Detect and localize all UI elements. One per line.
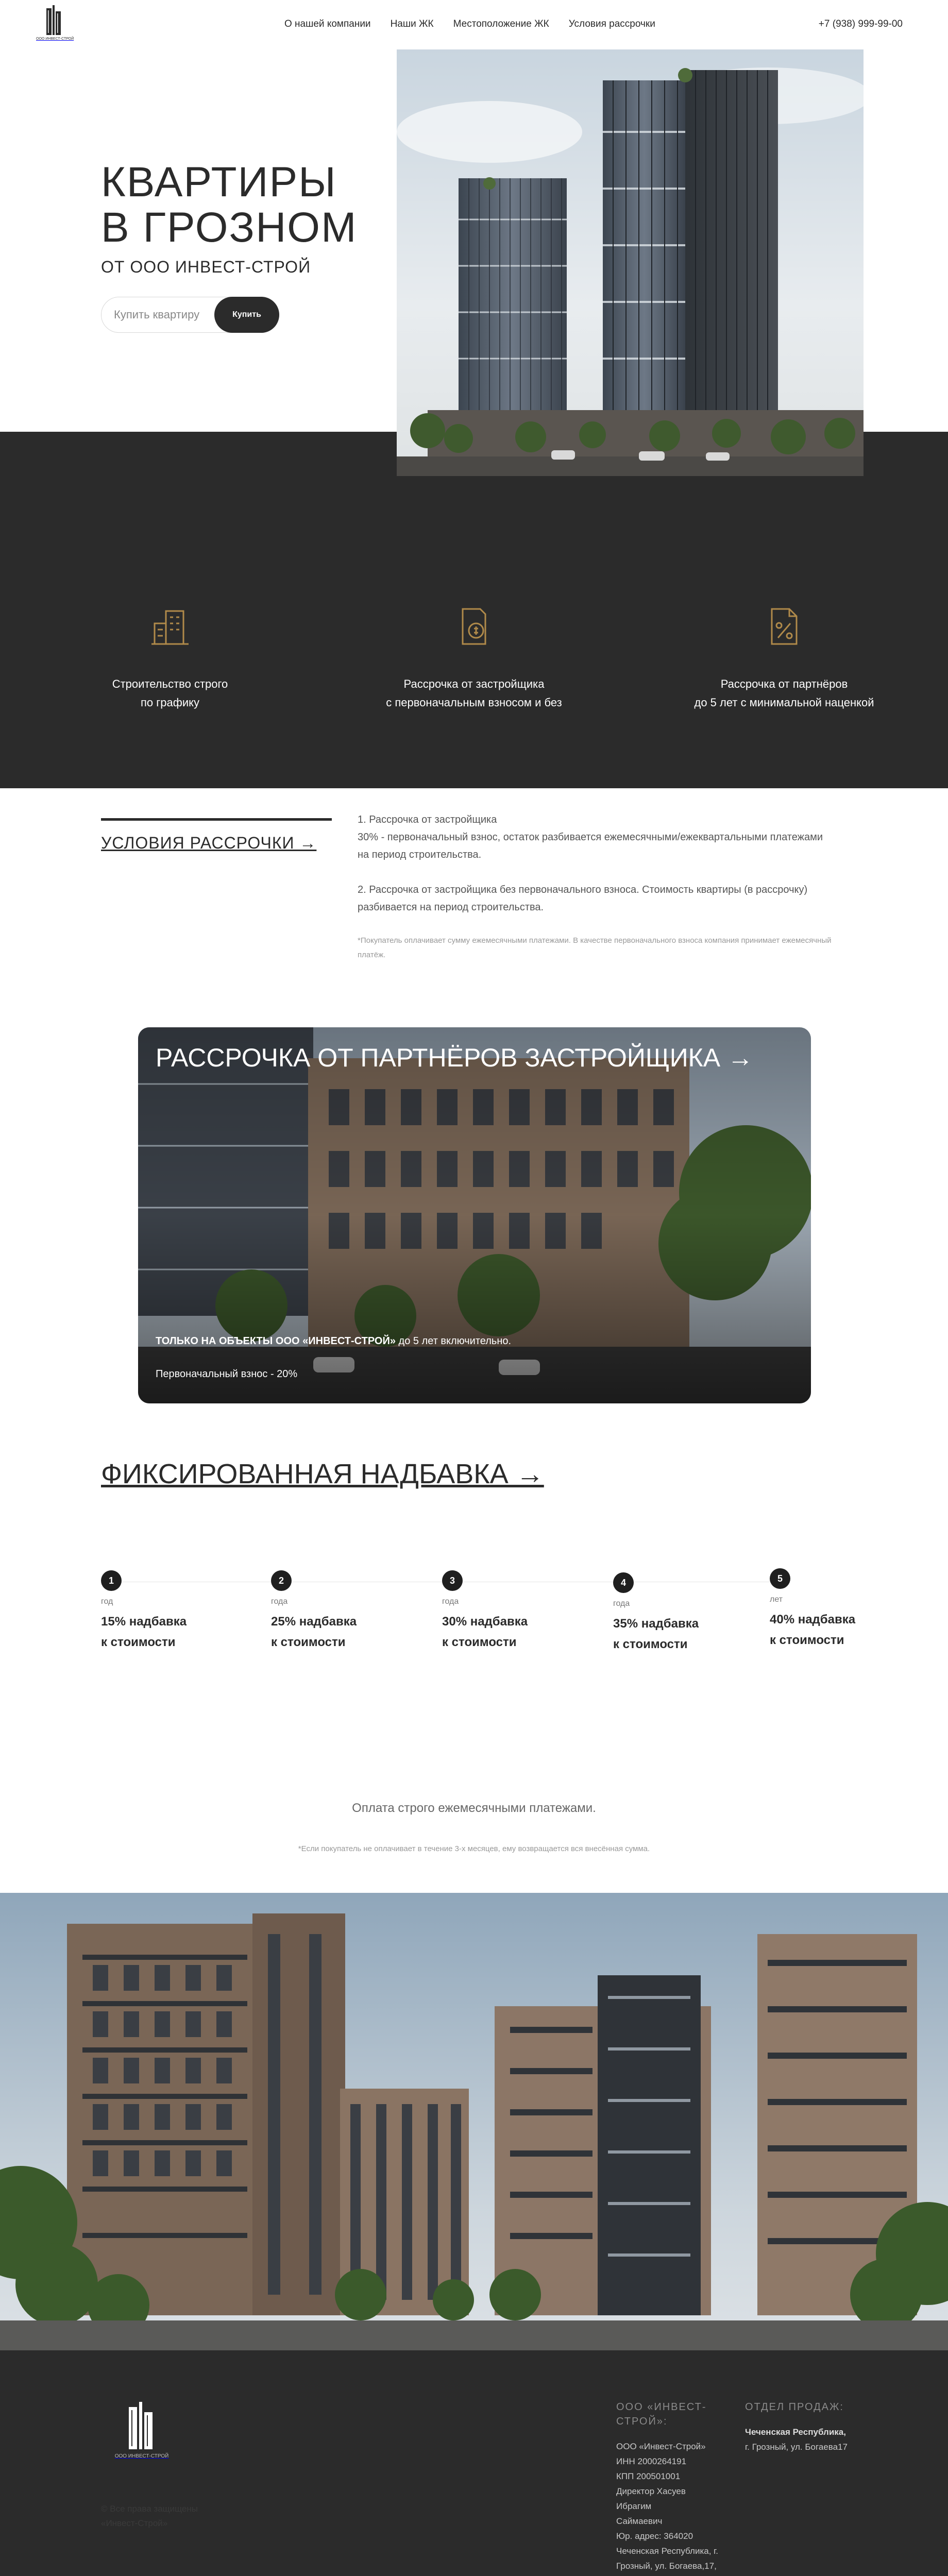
footer-sales-heading: ОТДЕЛ ПРОДАЖ: bbox=[745, 2401, 844, 2413]
logo-building-icon bbox=[36, 3, 72, 39]
company-line: ИНН 2000264191 bbox=[616, 2456, 687, 2466]
terms-item-1 bbox=[358, 811, 852, 863]
step-markup: 35% надбавка bbox=[613, 1617, 699, 1631]
footer-logo-building-icon bbox=[113, 2399, 170, 2455]
fixed-markup-title[interactable]: ФИКСИРОВАННАЯ НАДБАВКА → bbox=[101, 1459, 544, 1489]
hero-building-image bbox=[397, 49, 864, 476]
partners-title: РАССРОЧКА ОТ ПАРТНЁРОВ ЗАСТРОЙЩИКА → bbox=[156, 1043, 754, 1072]
sales-address bbox=[745, 2425, 848, 2454]
hero-subtitle: ОТ ООО ИНВЕСТ-СТРОЙ bbox=[101, 258, 311, 276]
terms-footnote-line2: платёж. bbox=[358, 951, 386, 959]
document-coin-icon bbox=[451, 604, 497, 649]
company-line: ООО «Инвест-Строй» bbox=[616, 2442, 706, 2451]
step-period: года bbox=[442, 1597, 459, 1606]
step-number: 3 bbox=[442, 1570, 463, 1591]
partners-down-payment: Первоначальный взнос - 20% bbox=[156, 1368, 298, 1380]
nav-about[interactable]: О нашей компании bbox=[284, 19, 371, 29]
feature-developer-line1: Рассрочка от застройщика bbox=[403, 677, 545, 690]
residential-complex-image bbox=[0, 1893, 948, 2350]
terms-item-2 bbox=[358, 881, 852, 916]
hero-title-line2: В ГРОЗНОМ bbox=[101, 204, 358, 251]
copyright-line1: © Все права защищены bbox=[101, 2504, 198, 2514]
step-of-price: к стоимости bbox=[770, 1633, 844, 1647]
step-period: года bbox=[613, 1599, 630, 1608]
percent-document-icon bbox=[761, 604, 807, 649]
footer-company-info bbox=[616, 2400, 719, 2576]
step-period: год bbox=[101, 1597, 113, 1606]
site-footer bbox=[0, 2350, 948, 2576]
feature-developer-line2: с первоначальным взносом и без bbox=[386, 696, 562, 709]
step-number: 1 bbox=[101, 1570, 122, 1591]
company-line bbox=[616, 2573, 719, 2576]
terms-divider bbox=[101, 818, 332, 821]
company-line: Саймаевич bbox=[616, 2516, 663, 2526]
buy-input[interactable] bbox=[114, 297, 222, 332]
nav-installment[interactable]: Условия рассрочки bbox=[568, 19, 655, 29]
step-markup: 40% надбавка bbox=[770, 1613, 856, 1626]
step-3 bbox=[442, 1570, 550, 1653]
partners-note-bold: ТОЛЬКО НА ОБЪЕКТЫ ООО «ИНВЕСТ-СТРОЙ» bbox=[156, 1335, 396, 1347]
step-period: года bbox=[271, 1597, 288, 1606]
terms-item2-text2: разбивается на период строительства. bbox=[358, 902, 544, 913]
feature-schedule-label bbox=[62, 675, 278, 712]
step-1 bbox=[101, 1570, 209, 1653]
nav-projects[interactable]: Наши ЖК bbox=[390, 19, 434, 29]
feature-developer-installment bbox=[366, 604, 582, 712]
step-period: лет bbox=[770, 1595, 783, 1604]
step-4 bbox=[613, 1572, 721, 1655]
terms-title-link[interactable]: УСЛОВИЯ РАССРОЧКИ → bbox=[101, 834, 317, 852]
terms-footnote-line1: *Покупатель оплачивает сумму ежемесячными платежами. В качестве первоначального взноса компания принимает ежемесячный bbox=[358, 936, 832, 945]
step-of-price: к стоимости bbox=[271, 1635, 346, 1649]
logo[interactable] bbox=[36, 3, 72, 44]
hero-title-line1: КВАРТИРЫ bbox=[101, 159, 337, 206]
copyright-line2: «Инвест-Строй» bbox=[101, 2518, 168, 2528]
logo-caption: ООО ИНВЕСТ-СТРОЙ bbox=[36, 37, 74, 41]
terms-item1-text2: на период строительства. bbox=[358, 849, 482, 860]
sales-address-region: Чеченская Республика, bbox=[745, 2427, 846, 2437]
buy-button[interactable]: Купить bbox=[214, 297, 279, 333]
hero-title bbox=[101, 160, 357, 250]
feature-schedule-line2: по графику bbox=[140, 696, 200, 709]
feature-partners-installment bbox=[676, 604, 892, 712]
step-of-price: к стоимости bbox=[101, 1635, 176, 1649]
footer-logo[interactable] bbox=[113, 2399, 170, 2466]
copyright bbox=[101, 2502, 198, 2531]
step-of-price: к стоимости bbox=[613, 1637, 688, 1651]
terms-item1-heading: 1. Рассрочка от застройщика bbox=[358, 814, 497, 825]
step-of-price: к стоимости bbox=[442, 1635, 517, 1649]
payment-note: Оплата строго ежемесячными платежами. bbox=[352, 1801, 596, 1815]
step-markup: 15% надбавка bbox=[101, 1615, 187, 1629]
partners-note bbox=[156, 1335, 511, 1347]
step-2 bbox=[271, 1570, 379, 1653]
step-number: 4 bbox=[613, 1572, 634, 1593]
main-nav bbox=[284, 19, 655, 30]
step-number: 2 bbox=[271, 1570, 292, 1591]
terms-item2-text: 2. Рассрочка от застройщика без первоначального взноса. Стоимость квартиры (в рассрочку) bbox=[358, 884, 808, 895]
footer-logo-caption: ООО ИНВЕСТ-СТРОЙ bbox=[114, 2453, 169, 2459]
company-line: Грозный, ул. Богаева,17, bbox=[616, 2561, 717, 2571]
sales-address-street: г. Грозный, ул. Богаева17 bbox=[745, 2442, 848, 2452]
feature-partners-line2: до 5 лет с минимальной наценкой bbox=[694, 696, 874, 709]
step-5 bbox=[770, 1568, 878, 1651]
company-line: Директор Хасуев Ибрагим bbox=[616, 2486, 686, 2511]
company-line: Юр. адрес: 364020 bbox=[616, 2531, 693, 2541]
feature-partners-label bbox=[676, 675, 892, 712]
step-markup: 25% надбавка bbox=[271, 1615, 357, 1629]
site-header bbox=[0, 0, 948, 49]
nav-location[interactable]: Местоположение ЖК bbox=[453, 19, 549, 29]
footer-company-heading: ООО «ИНВЕСТ-СТРОЙ»: bbox=[616, 2401, 707, 2427]
building-icon bbox=[147, 604, 193, 649]
terms-body bbox=[358, 811, 852, 980]
footer-sales-info bbox=[745, 2400, 848, 2454]
feature-schedule bbox=[62, 604, 278, 712]
buy-form bbox=[101, 297, 279, 333]
refund-note: *Если покупатель не оплачивает в течение 3-х месяцев, ему возвращается вся внесённая сумма. bbox=[298, 1844, 650, 1853]
feature-schedule-line1: Строительство строго bbox=[112, 677, 228, 690]
partners-note-rest: до 5 лет включительно. bbox=[395, 1335, 512, 1347]
feature-developer-installment-label bbox=[366, 675, 582, 712]
terms-item1-text: 30% - первоначальный взнос, остаток разбивается ежемесячными/ежеквартальными платежами bbox=[358, 832, 823, 843]
step-number: 5 bbox=[770, 1568, 790, 1589]
feature-partners-line1: Рассрочка от партнёров bbox=[720, 677, 848, 690]
company-line: КПП 200501001 bbox=[616, 2471, 681, 2481]
phone-link[interactable]: +7 (938) 999-99-00 bbox=[818, 19, 903, 29]
terms-footnote bbox=[358, 934, 852, 962]
step-markup: 30% надбавка bbox=[442, 1615, 528, 1629]
company-line: Чеченская Республика, г. bbox=[616, 2546, 719, 2556]
partners-card[interactable] bbox=[138, 1027, 811, 1403]
